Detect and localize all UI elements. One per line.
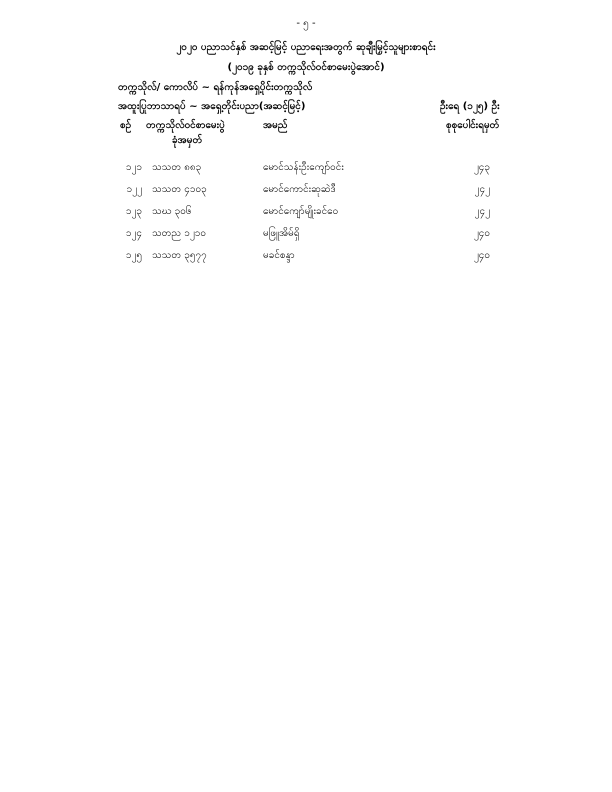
- recipients-total: ဦးရေ (၁၂၅) ဦး: [440, 101, 500, 112]
- table-row: [0, 160, 612, 174]
- page-number: - ၅ -: [296, 18, 316, 29]
- row-marks: ၂၄၂: [474, 206, 490, 217]
- column-header-name: အမည်: [263, 120, 288, 131]
- row-number: ၁၂၁: [125, 162, 142, 173]
- row-marks: ၂၄၂: [474, 184, 490, 195]
- row-number: ၁၂၂: [126, 184, 142, 195]
- row-name: မဖြူအိမ်ရှိ: [263, 228, 300, 239]
- column-header-marks: စုစုပေါင်းရမှတ်: [446, 120, 500, 131]
- row-name: မောင်သန်းဦးကျော်ဝင်း: [263, 162, 344, 173]
- row-marks: ၂၄၀: [473, 250, 490, 261]
- row-name: မောင်ကောင်းဆုဆဲဒီ: [263, 184, 336, 195]
- row-name: မခင်စန္ဒာ: [263, 250, 295, 261]
- table-row: [0, 248, 612, 262]
- column-header-roll-line2: ခုံအမှတ်: [172, 135, 203, 146]
- university-line: တက္ကသိုလ်/ ကောလိပ် ~ ရန်ကုန်အရှေ့ပိုင်းတက္ကသိုလ်: [118, 82, 313, 93]
- column-header-roll: တက္ကသိုလ်ဝင်စာမေးပွဲ: [146, 120, 225, 131]
- row-roll-number: သသတ ၄၁၀၃: [152, 184, 207, 195]
- major-line: အထူးပြုဘာသာရပ် ~ အရှေ့တိုင်းပညာ(အဆင့်မြင့်): [118, 101, 306, 112]
- table-row: [0, 204, 612, 218]
- row-number: ၁၂၃: [125, 206, 142, 217]
- table-row: [0, 182, 612, 196]
- document-subtitle: (၂၀၁၉ ခုနှစ် တက္ကသိုလ်ဝင်စာမေးပွဲအောင်): [227, 62, 385, 73]
- table-row: [0, 226, 612, 240]
- document-title: ၂၀၂၀ ပညာသင်နှစ် အဆင့်မြင့် ပညာရေးအတွက် ဆုချီးမြှင့်သူများစာရင်း: [176, 42, 436, 53]
- row-roll-number: သတည ၁၂၁၀: [152, 228, 207, 239]
- row-number: ၁၂၄: [125, 228, 142, 239]
- row-marks: ၂၄၃: [473, 162, 490, 173]
- row-roll-number: သသတ ၃၅၇၇: [152, 250, 207, 261]
- row-roll-number: သဃ ၃၀၆: [152, 206, 192, 217]
- column-header-no: စဉ်: [120, 120, 132, 131]
- row-marks: ၂၄၀: [473, 228, 490, 239]
- row-roll-number: သသတ ၈၈၃: [152, 162, 202, 173]
- row-number: ၁၂၅: [125, 250, 142, 261]
- row-name: မောင်ကျော်မျိုးခင်ဝေ: [263, 206, 339, 217]
